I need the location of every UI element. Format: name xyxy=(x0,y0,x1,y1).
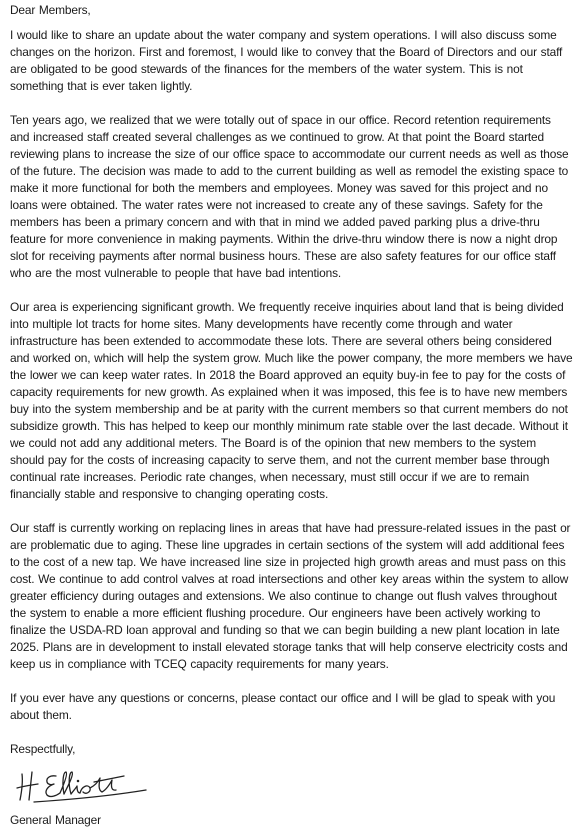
salutation: Dear Members, xyxy=(10,3,91,17)
letter-body xyxy=(10,2,573,829)
signature xyxy=(10,764,573,812)
paragraph-growth: Our area is experiencing significant growth. We frequently receive inquiries about land that is being divided into multiple lot tracts for home sites. Many developments have recently come through and water infrastructure has been extended to accommodate these lots. There are several others being considered and worked on, which will help the system grow. Much like the power company, the more members we have the lower we can keep water rates. In 2018 the Board approved an equity buy-in fee to pay for the costs of capacity requirements for new growth. As explained when it was imposed, this fee is to have new members buy into the system membership and be at parity with the current members so that current members do not subsidize growth. This has helped to keep our monthly minimum rate stable over the last decade. Without it we could not add any additional meters. The Board is of the opinion that new members to the system should pay for the costs of increasing capacity to serve them, and not the current member base through continual rate increases. Periodic rate changes, when necessary, must still occur if we are to remain financially stable and responsive to changing operating costs. xyxy=(10,300,573,501)
paragraph-contact: If you ever have any questions or concerns, please contact our office and I will be glad to speak with you about them. xyxy=(10,691,556,722)
paragraph-office-expansion: Ten years ago, we realized that we were totally out of space in our office. Record retention requirements and increased staff created several challenges as we continued to grow. At that point the Board started reviewing plans to increase the size of our office space to accommodate our current needs as well as those of the future. The decision was made to add to the current building as well as remodel the existing space to make it more functional for both the members and employees. Money was saved for this project and no loans were obtained. The water rates were not increased to create any of these savings. Safety for the members has been a primary concern and with that in mind we added paved parking plus a drive-thru feature for more convenience in making payments. Within the drive-thru window there is now a night drop slot for receiving payments after normal business hours. These are also safety features for our office staff who are the most vulnerable to people that have bad intentions. xyxy=(10,113,569,280)
paragraph-intro: I would like to share an update about the water company and system operations. I will also discuss some changes on the horizon. First and foremost, I would like to convey that the Board of Directors and our staff are obligated to be good stewards of the finances for the members of the water system. This is not something that is ever taken lightly. xyxy=(10,28,563,93)
handwritten-signature xyxy=(14,764,154,810)
signer-title: General Manager xyxy=(10,813,101,827)
closing: Respectfully, xyxy=(10,742,76,756)
paragraph-line-upgrades: Our staff is currently working on replacing lines in areas that have had pressure-related issues in the past or are problematic due to aging. These line upgrades in certain sections of the system will add additional fees to the cost of a new tap. We have increased line size in projected high growth areas and must pass on this cost. We continue to add control valves at road intersections and other key areas within the system to allow greater efficiency during outages and extensions. We also continue to change out flush valves throughout the system to enable a more efficient flushing procedure. Our engineers have been actively working to finalize the USDA-RD loan approval and funding so that we can begin building a new plant location in late 2025. Plans are in development to install elevated storage tanks that will help conserve electricity costs and keep us in compliance with TCEQ capacity requirements for many years. xyxy=(10,521,571,671)
